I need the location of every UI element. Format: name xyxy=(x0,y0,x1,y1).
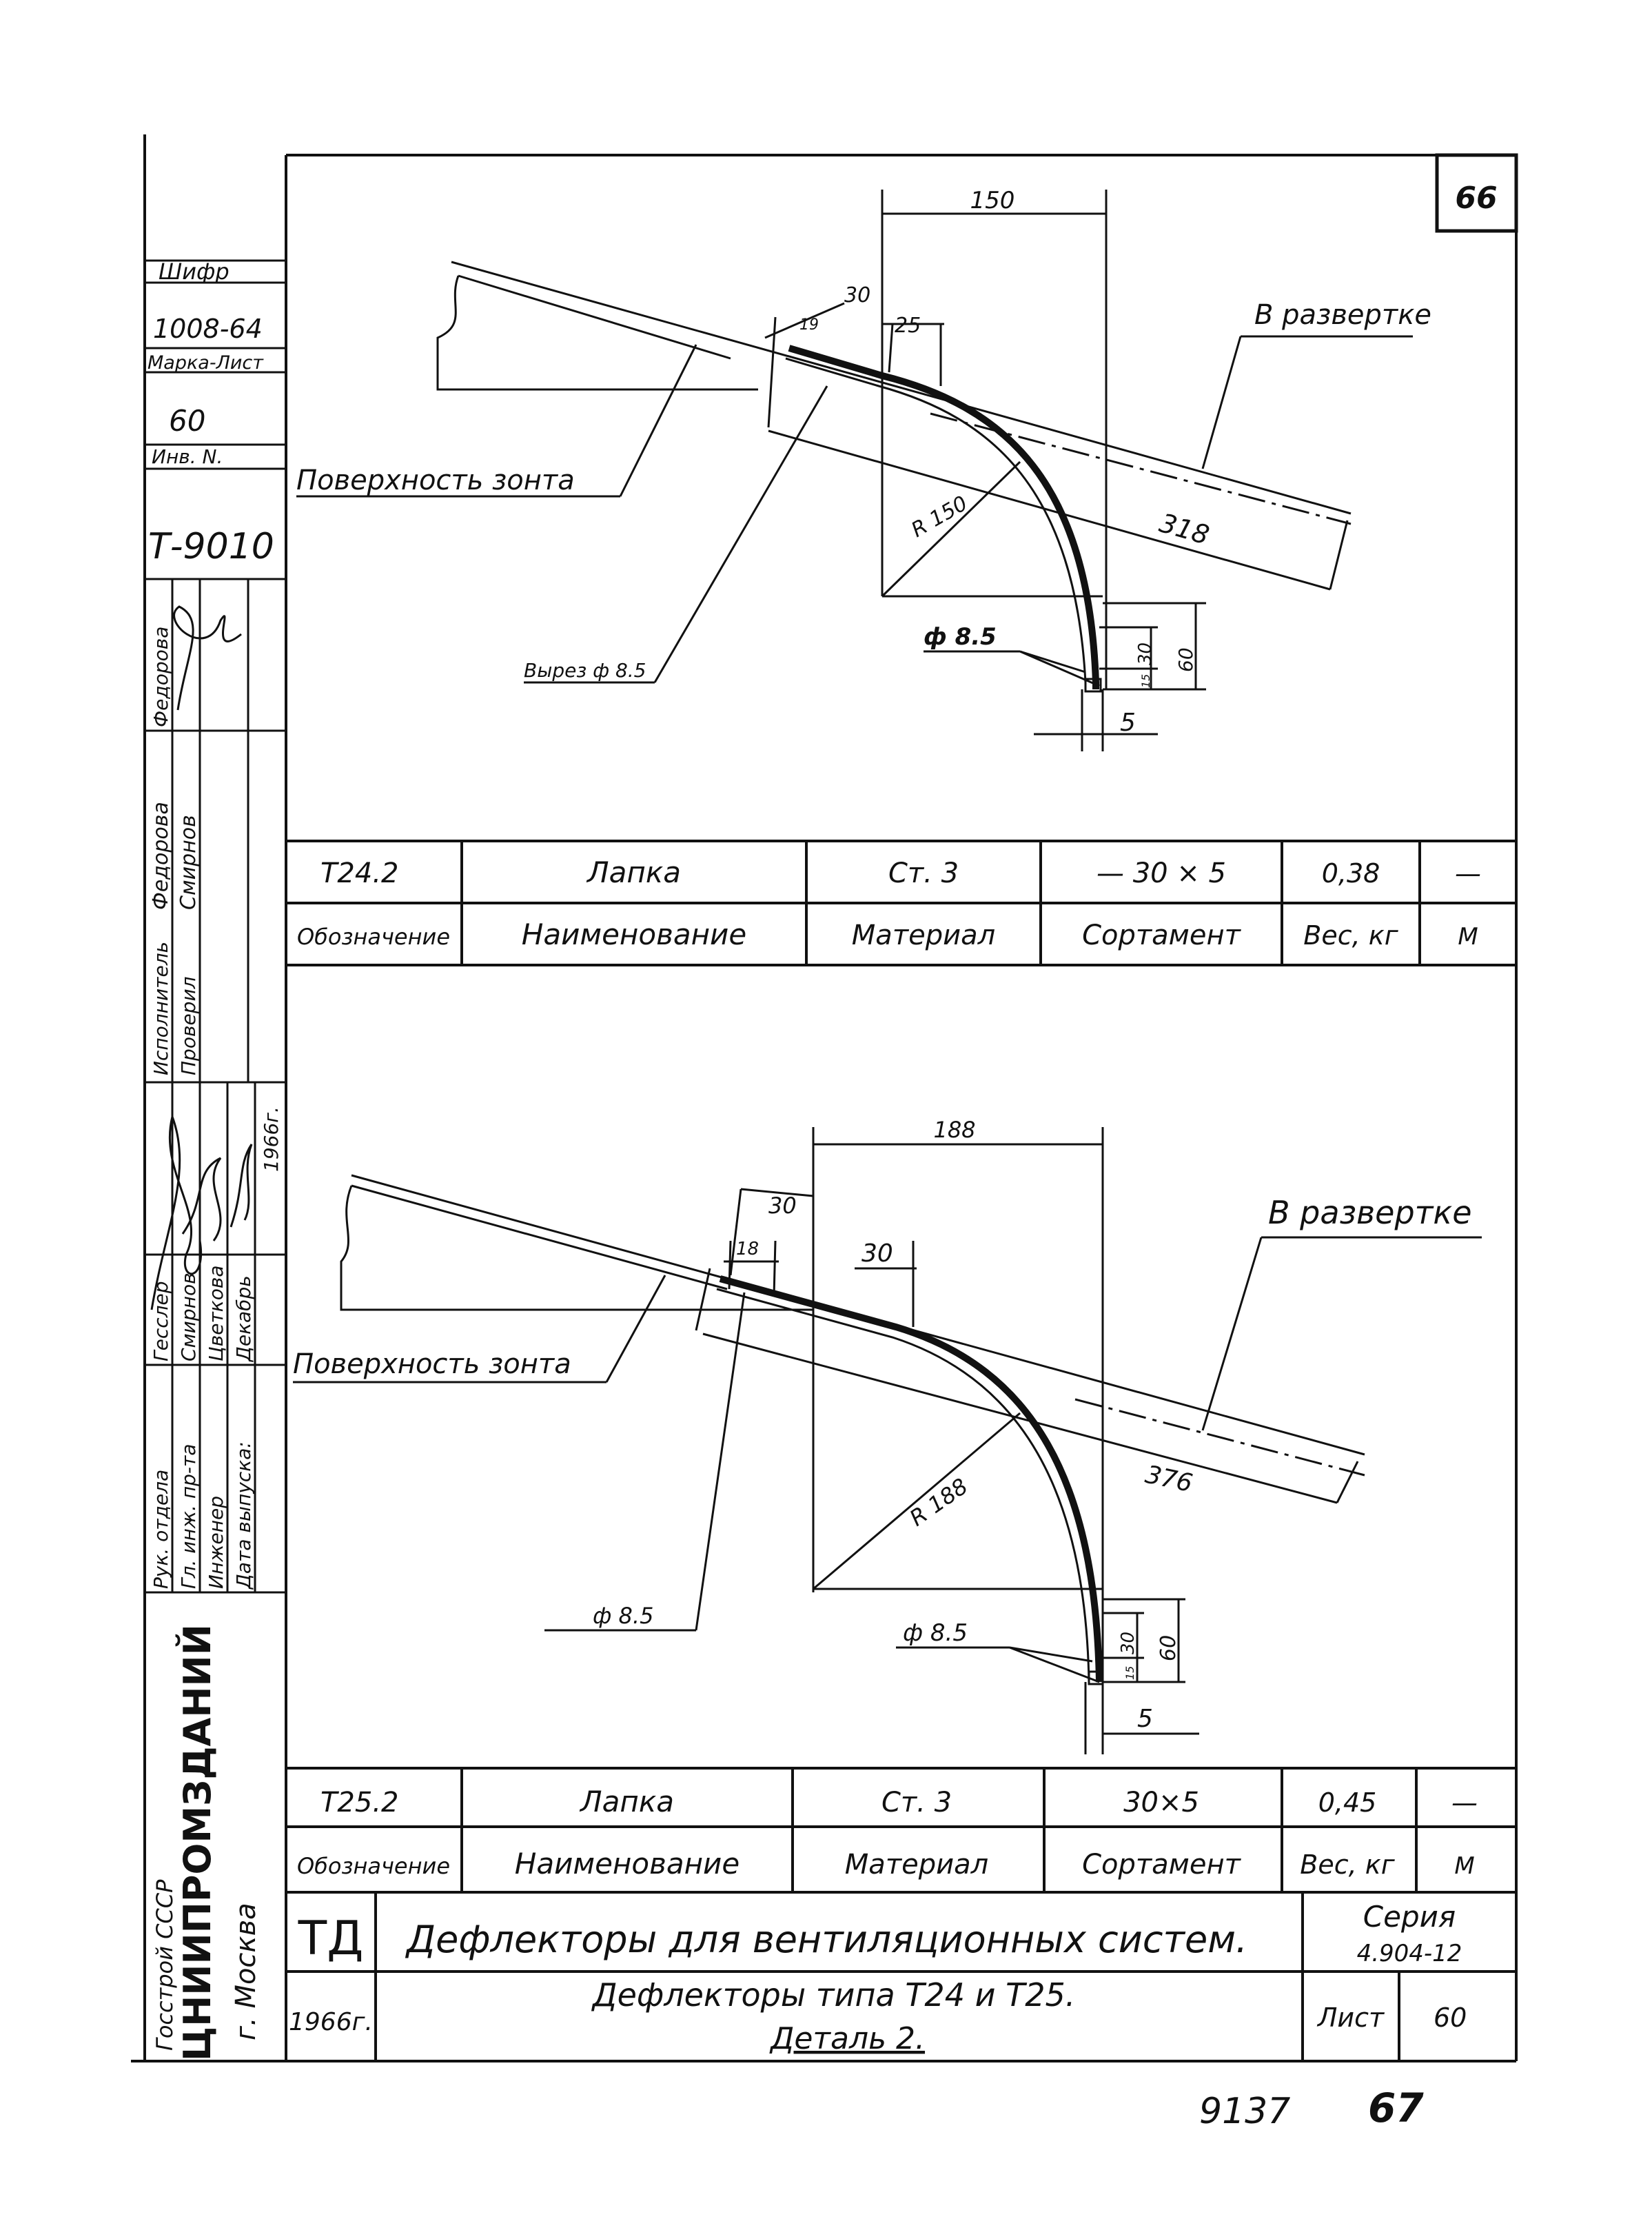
sheet-label: Лист xyxy=(1317,2003,1385,2033)
bottom-row-weight: 0,45 xyxy=(1318,1787,1377,1818)
top-diameter: ф 8.5 xyxy=(924,623,997,651)
role-2: Гл. инж. пр-та xyxy=(177,1443,200,1589)
top-dim-60v: 60 xyxy=(1174,647,1197,672)
series-value: 4.904-12 xyxy=(1356,1940,1462,1967)
top-length: 318 xyxy=(1156,507,1213,551)
mark-sheet-label: Марка-Лист xyxy=(147,352,263,374)
top-row-designation: Т24.2 xyxy=(320,858,399,889)
bottom-dim-30b: 30 xyxy=(861,1239,893,1268)
bottom-dim-30a: 30 xyxy=(768,1193,797,1219)
top-dim-25: 25 xyxy=(895,314,921,338)
bottom-row-material: Ст. 3 xyxy=(881,1787,952,1818)
role-1: Рук. отдела xyxy=(150,1469,172,1589)
name-2: Смирнов xyxy=(177,1273,200,1361)
org-line2: ЦНИИПРОМЗДАНИЙ xyxy=(176,1624,219,2061)
bottom-surface-label: Поверхность зонта xyxy=(293,1348,571,1380)
top-row-quantity: — xyxy=(1455,858,1481,889)
bottom-dim-60v: 60 xyxy=(1156,1634,1181,1661)
top-header-name: Наименование xyxy=(521,918,747,951)
bottom-dim-30v: 30 xyxy=(1118,1631,1139,1654)
top-row-assortment: — 30 × 5 xyxy=(1096,858,1227,889)
top-header-weight: Вес, кг xyxy=(1303,920,1398,951)
inv-label: Инв. N. xyxy=(152,445,223,468)
bottom-header-designation: Обозначение xyxy=(296,1853,451,1879)
subtitle-line1: Дефлекторы типа Т24 и Т25. xyxy=(592,1976,1076,2014)
title: Дефлекторы для вентиляционных систем. xyxy=(406,1918,1248,1961)
top-dim-30: 30 xyxy=(844,283,871,307)
executor-label: Исполнитель xyxy=(150,941,172,1075)
role-3: Инженер xyxy=(205,1495,227,1589)
checker-name: Смирнов xyxy=(176,815,201,910)
year-left: 1966г. xyxy=(260,1106,283,1172)
org-city: г. Москва xyxy=(230,1903,262,2040)
top-row-material: Ст. 3 xyxy=(888,858,959,889)
top-dim-19: 19 xyxy=(799,316,819,334)
footer-code: 9137 xyxy=(1199,2091,1291,2132)
bottom-dim-small: 15 xyxy=(1123,1665,1136,1680)
top-header-assortment: Сортамент xyxy=(1082,920,1241,951)
top-dim-150: 150 xyxy=(970,187,1015,214)
frame xyxy=(131,134,1516,2061)
top-unfold-label: В развертке xyxy=(1254,299,1431,331)
top-dim-30v: 30 xyxy=(1135,642,1156,665)
name-1: Гесслер xyxy=(150,1281,172,1361)
bottom-diameter: ф 8.5 xyxy=(903,1619,968,1647)
top-row-name: Лапка xyxy=(587,855,681,889)
top-weld-label: Вырез ф 8.5 xyxy=(524,659,646,682)
series-label: Серия xyxy=(1363,1900,1456,1934)
subtitle-line2: Деталь 2. xyxy=(770,2021,926,2056)
logo-td: ТД xyxy=(298,1912,364,1966)
name-3: Цветкова xyxy=(205,1265,227,1361)
bottom-row-designation: Т25.2 xyxy=(320,1787,399,1818)
checked-label: Проверил xyxy=(177,976,200,1075)
mark-sheet-value: 60 xyxy=(169,404,206,438)
cipher-label: Шифр xyxy=(159,259,230,285)
top-header-quantity: М xyxy=(1458,923,1478,951)
inv-value: Т-9010 xyxy=(148,526,274,567)
top-row-weight: 0,38 xyxy=(1321,858,1380,889)
bottom-dim-5: 5 xyxy=(1137,1705,1153,1733)
sheet-number: 66 xyxy=(1455,181,1498,216)
name-4: Декабрь xyxy=(232,1275,255,1361)
bottom-dim-18: 18 xyxy=(736,1239,759,1259)
top-header-designation: Обозначение xyxy=(296,924,451,950)
bottom-dim-188: 188 xyxy=(933,1117,976,1143)
org-line1: Госстрой СССР xyxy=(152,1879,178,2051)
footer-page: 67 xyxy=(1368,2085,1424,2131)
bottom-row-name: Лапка xyxy=(580,1785,674,1818)
top-dim-small: 15 xyxy=(1139,673,1152,688)
title-year: 1966г. xyxy=(289,2008,373,2036)
bottom-diameter-left: ф 8.5 xyxy=(593,1603,654,1629)
bottom-row-quantity: — xyxy=(1451,1787,1478,1818)
bottom-radius: R 188 xyxy=(904,1472,973,1532)
top-radius: R 150 xyxy=(907,491,972,543)
bottom-header-name: Наименование xyxy=(514,1847,740,1881)
top-name: Федорова xyxy=(150,626,172,727)
role-4: Дата выпуска: xyxy=(232,1441,255,1589)
executor-name: Федорова xyxy=(149,802,173,910)
bottom-length: 376 xyxy=(1143,1460,1195,1499)
bottom-header-material: Материал xyxy=(844,1849,989,1881)
bottom-header-weight: Вес, кг xyxy=(1300,1849,1395,1880)
bottom-header-assortment: Сортамент xyxy=(1082,1849,1241,1881)
sheet-value: 60 xyxy=(1434,2003,1467,2033)
bottom-row-assortment: 30×5 xyxy=(1123,1787,1199,1818)
bottom-unfold-label: В развертке xyxy=(1268,1194,1472,1231)
top-surface-label: Поверхность зонта xyxy=(296,465,575,496)
cipher-value: 1008-64 xyxy=(153,314,263,344)
top-header-material: Материал xyxy=(851,920,996,951)
top-dim-5: 5 xyxy=(1120,709,1136,737)
bottom-header-quantity: М xyxy=(1454,1852,1475,1880)
